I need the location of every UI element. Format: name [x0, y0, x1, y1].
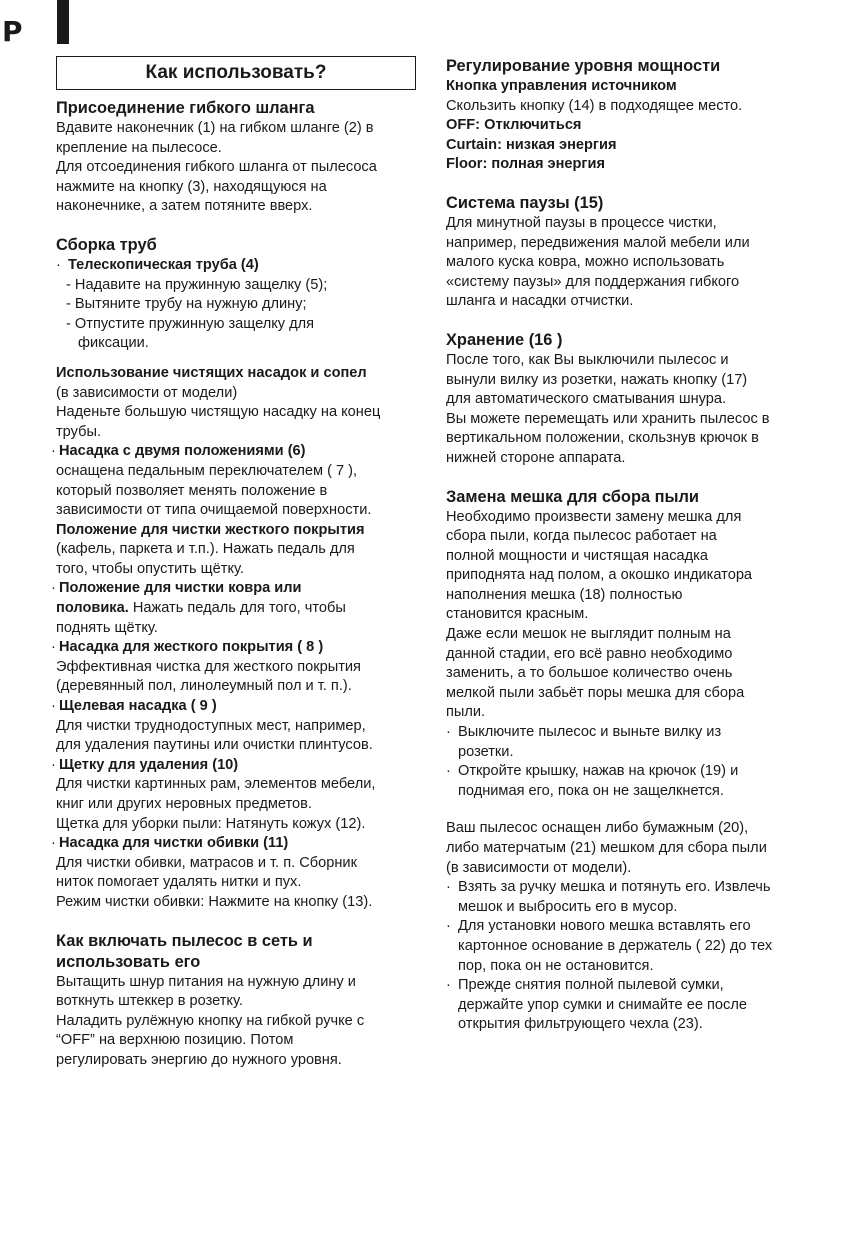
power-heading: Как включать пылесос в сеть и — [56, 931, 313, 950]
tubes-step: фиксации. — [78, 335, 149, 352]
bullet-dot: · — [446, 918, 451, 935]
dust-brush-line: книг или других неровных предметов. — [56, 796, 312, 812]
bag-type-line: либо матерчатым (21) мешком для сбора пыли — [446, 840, 767, 856]
bag-bullet — [446, 723, 811, 762]
bag-line: заменить, а то большое количество очень — [446, 665, 733, 682]
bag-bullet-line: мешок и выбросить его в мусор. — [458, 898, 678, 915]
storage-line: вертикальном положении, скользнув крючок в — [446, 430, 759, 447]
tubes-heading: Сборка труб — [56, 235, 157, 254]
bag-heading: Замена мешка для сбора пыли — [446, 487, 700, 506]
power-line: “OFF” на верхнюю позицию. Потом — [56, 1032, 294, 1049]
storage-line: вынули вилку из розетки, нажать кнопку (17) — [446, 371, 748, 388]
bullet-dot: · — [51, 580, 56, 597]
nozzles-line: Наденьте большую чистящую насадку на конец — [56, 404, 381, 421]
bag-line: полной мощности и чистящая насадка — [446, 547, 708, 564]
pause-line: например, передвижения малой мебели или — [446, 234, 750, 251]
carpet-title-end: половика. — [56, 600, 129, 617]
storage-heading: Хранение (16 ) — [446, 330, 563, 349]
upholstery-line: Режим чистки обивки: Нажмите на кнопку (13). — [56, 893, 373, 910]
bullet-dot: · — [51, 698, 56, 715]
carpet-line — [56, 599, 416, 619]
bag-line: сбора пыли, когда пылесос работает на — [446, 528, 717, 545]
upholstery-nozzle — [51, 834, 416, 854]
bullet-dot: · — [51, 443, 56, 460]
bag-line: мелкой пыли забьёт поры мешка для сбора — [446, 684, 745, 701]
bag-line: Необходимо произвести замену мешка для — [446, 508, 742, 525]
bullet-dot: · — [51, 639, 56, 656]
hose-line: нажмите на кнопку (3), находящуюся на — [56, 178, 327, 195]
nozzles-line: трубы. — [56, 423, 101, 440]
bag-bullet — [446, 762, 811, 801]
bag-bullet — [446, 878, 811, 917]
bullet-dot: · — [446, 724, 451, 741]
bag-bullet-line: Прежде снятия полной пылевой сумки, — [458, 977, 724, 994]
two-position-title: Насадка с двумя положениями (6) — [59, 443, 306, 460]
nozzles-heading: Использование чистящих насадок и сопел — [56, 364, 367, 381]
bag-line: наполнения мешка (18) полностью — [446, 586, 683, 603]
upholstery-line: Для чистки обивки, матрасов и т. п. Сборник — [56, 854, 357, 871]
bag-bullet-line: Для установки нового мешка вставлять его — [458, 918, 751, 935]
page-language-marker: P — [2, 15, 23, 48]
bag-bullet-line: картонное основание в держатель ( 22) до тех — [458, 937, 773, 954]
dust-brush-line: Щетка для уборки пыли: Натянуть кожух (12). — [56, 815, 366, 832]
bag-line: данной стадии, его всё равно необходимо — [446, 645, 733, 662]
upholstery-line: ниток помогает удалять нитки и пух. — [56, 874, 302, 891]
bag-bullet-line: пор, пока он не остановится. — [458, 957, 654, 974]
two-position-line: который позволяет менять положение в — [56, 482, 328, 499]
bag-bullet-line: поднимая его, пока он не защелкнется. — [458, 782, 724, 799]
bullet-dot: · — [56, 256, 61, 273]
tubes-step: - Вытяните трубу на нужную длину; — [66, 296, 307, 313]
bullet-dot: · — [446, 879, 451, 896]
crevice-line: Для чистки труднодоступных мест, например, — [56, 717, 366, 734]
carpet-line: поднять щётку. — [56, 619, 158, 636]
bullet-dot: · — [51, 756, 56, 773]
carpet-text: Нажать педаль для того, чтобы — [128, 600, 346, 617]
bag-type-line: (в зависимости от модели). — [446, 859, 632, 876]
bullet-dot: · — [446, 763, 451, 780]
storage-line: Вы можете перемещать или хранить пылесос в — [446, 410, 770, 427]
storage-line: нижней стороне аппарата. — [446, 449, 626, 466]
storage-line: После того, как Вы выключили пылесос и — [446, 351, 729, 368]
bag-bullet-line: Откройте крышку, нажав на крючок (19) и — [458, 763, 739, 780]
storage-line: для автоматического сматывания шнура. — [446, 391, 727, 408]
power-line: регулировать энергию до нужного уровня. — [56, 1051, 342, 1068]
bag-line: становится красным. — [446, 606, 589, 623]
pause-line: малого куска ковра, можно использовать — [446, 254, 725, 271]
power-mode: OFF: Отключиться — [446, 117, 582, 134]
hose-heading: Присоединение гибкого шланга — [56, 99, 315, 117]
power-level-heading: Регулирование уровня мощности — [446, 57, 721, 75]
left-column — [51, 56, 416, 1071]
bag-bullet — [446, 976, 811, 1035]
bag-type-line: Ваш пылесос оснащен либо бумажным (20), — [446, 820, 749, 837]
power-level-text: Скользить кнопку (14) в подходящее место. — [446, 97, 743, 114]
right-column — [446, 56, 811, 1035]
pause-heading: Система паузы (15) — [446, 193, 604, 212]
hard-position-line: (кафель, паркета и т.п.). Нажать педаль для — [56, 541, 355, 558]
bullet-dot: · — [51, 835, 56, 852]
tubes-step: - Отпустите пружинную защелку для — [66, 315, 315, 332]
power-mode: Curtain: низкая энергия — [446, 136, 617, 153]
hard-floor-title: Насадка для жесткого покрытия ( 8 ) — [59, 639, 324, 656]
hose-line: крепление на пылесосе. — [56, 139, 222, 156]
power-line: Вытащить шнур питания на нужную длину и — [56, 973, 356, 990]
hose-line: Для отсоединения гибкого шланга от пылесоса — [56, 159, 377, 176]
dust-brush-title: Щетку для удаления (10) — [59, 756, 239, 773]
bag-bullet-line: розетки. — [458, 743, 514, 760]
power-heading: использовать его — [56, 952, 201, 971]
bullet-dot: · — [446, 977, 451, 994]
hard-floor-nozzle — [51, 638, 416, 658]
bag-line: пыли. — [446, 704, 486, 721]
hard-position-title: Положение для чистки жесткого покрытия — [56, 521, 365, 538]
upholstery-title: Насадка для чистки обивки (11) — [59, 835, 289, 852]
dust-brush-line: Для чистки картинных рам, элементов мебели, — [56, 776, 376, 793]
bag-line: Даже если мешок не выглядит полным на — [446, 626, 731, 643]
hard-floor-line: (деревянный пол, линолеумный пол и т. п.). — [56, 678, 352, 695]
two-position-line: зависимости от типа очищаемой поверхности. — [56, 502, 372, 519]
power-line: воткнуть штеккер в розетку. — [56, 993, 243, 1010]
hose-line: наконечнике, а затем потяните вверх. — [56, 198, 313, 215]
page-title: Как использовать? — [56, 56, 416, 90]
crevice-nozzle — [51, 697, 416, 717]
hose-line: Вдавите наконечник (1) на гибком шланге (2) в — [56, 120, 374, 136]
dust-brush — [51, 756, 416, 776]
bag-line: приподнята над полом, а окошко индикатора — [446, 567, 753, 584]
two-position-line: оснащена педальным переключателем ( 7 ), — [56, 462, 358, 479]
pause-line: «систему паузы» для поддержания гибкого — [446, 273, 740, 290]
tubes-step: - Надавите на пружинную защелку (5); — [66, 276, 328, 293]
hard-position-line: того, чтобы опустить щётку. — [56, 560, 244, 577]
power-level-sub: Кнопка управления источником — [446, 78, 677, 94]
bag-bullet-line: Взять за ручку мешка и потянуть его. Извлечь — [458, 879, 771, 896]
crevice-line: для удаления паутины или очистки плинтусов. — [56, 737, 373, 754]
bag-bullet-line: держайте упор сумки и снимайте ее после — [458, 996, 747, 1013]
crevice-title: Щелевая насадка ( 9 ) — [59, 698, 217, 715]
bag-bullet — [446, 917, 811, 976]
page-edge-bar — [57, 0, 69, 44]
hard-floor-line: Эффективная чистка для жесткого покрытия — [56, 658, 361, 675]
tubes-item-title: Телескопическая труба (4) — [68, 256, 259, 273]
carpet-position — [51, 579, 416, 599]
pause-line: Для минутной паузы в процессе чистки, — [446, 214, 717, 231]
tubes-item — [56, 256, 416, 276]
bag-bullet-line: открытия фильтрующего чехла (23). — [458, 1016, 703, 1033]
nozzles-line: (в зависимости от модели) — [56, 384, 238, 401]
two-position-nozzle — [51, 442, 416, 462]
carpet-title: Положение для чистки ковра или — [59, 580, 302, 597]
power-line: Наладить рулёжную кнопку на гибкой ручке с — [56, 1012, 365, 1029]
power-mode: Floor: полная энергия — [446, 156, 605, 173]
pause-line: шланга и насадки отчистки. — [446, 293, 634, 310]
bag-bullet-line: Выключите пылесос и выньте вилку из — [458, 724, 722, 741]
